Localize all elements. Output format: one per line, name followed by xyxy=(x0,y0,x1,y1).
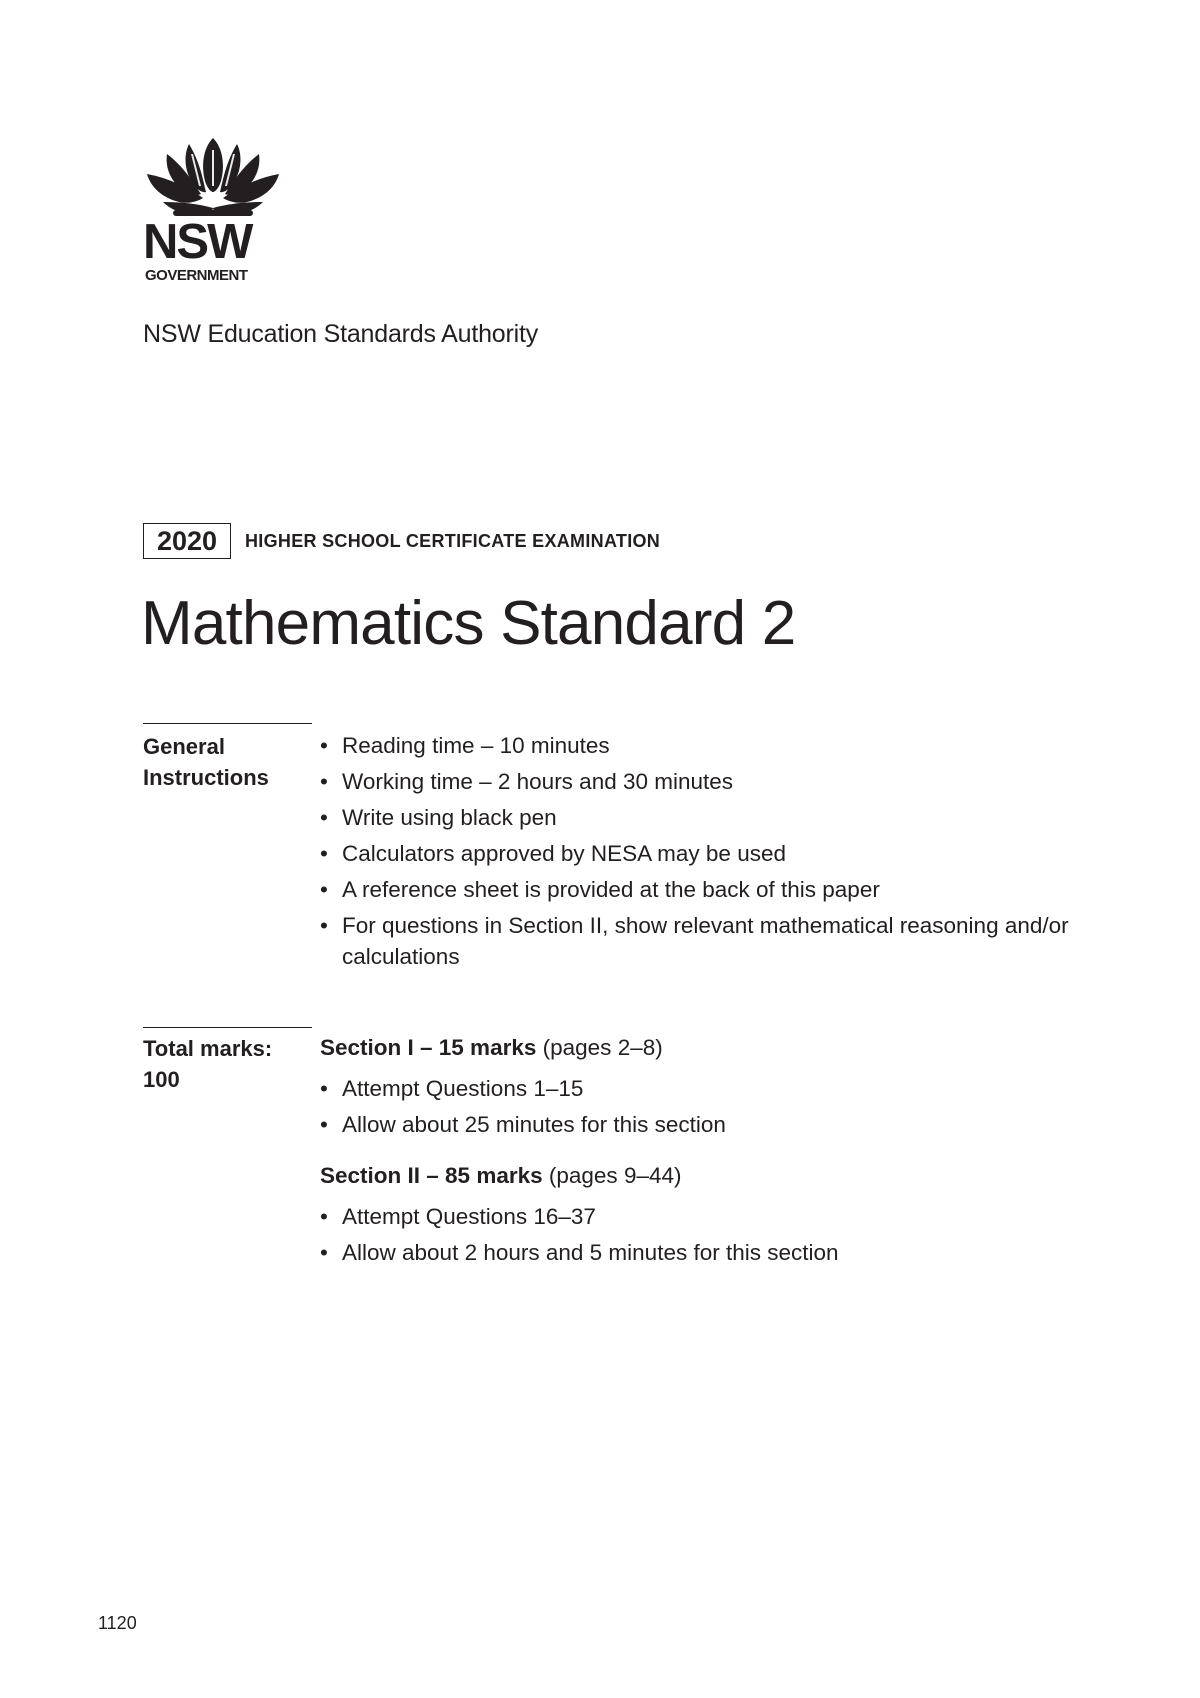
section-heading xyxy=(320,1032,1080,1063)
bullet-icon: • xyxy=(320,1112,328,1137)
section-pages: (pages 2–8) xyxy=(542,1035,663,1060)
bullet-icon: • xyxy=(320,1204,328,1229)
bullet-icon: • xyxy=(320,1240,328,1265)
instruction-text: Write using black pen xyxy=(342,805,557,830)
section-divider xyxy=(143,1027,312,1028)
section-item xyxy=(320,1109,1080,1140)
instruction-text: Calculators approved by NESA may be used xyxy=(342,841,786,866)
bullet-icon: • xyxy=(320,769,328,794)
logo-nsw-text: NSW xyxy=(143,215,252,269)
instruction-text: Working time – 2 hours and 30 minutes xyxy=(342,769,734,794)
instruction-text: For questions in Section II, show relevant mathematical reasoning and/or calculations xyxy=(342,913,1069,969)
section-item xyxy=(320,1201,1080,1232)
bullet-icon: • xyxy=(320,877,328,902)
section-divider xyxy=(143,723,312,724)
bullet-icon: • xyxy=(320,841,328,866)
section-item-text: Attempt Questions 16–37 xyxy=(342,1204,596,1229)
instruction-item xyxy=(320,730,1080,761)
instruction-text: Reading time – 10 minutes xyxy=(342,733,610,758)
section-heading xyxy=(320,1160,1080,1191)
subject-title: Mathematics Standard 2 xyxy=(141,589,796,658)
exam-name: HIGHER SCHOOL CERTIFICATE EXAMINATION xyxy=(245,530,661,551)
section-item xyxy=(320,1073,1080,1104)
instruction-item xyxy=(320,802,1080,833)
exam-section xyxy=(320,1032,1080,1140)
section-item-text: Allow about 2 hours and 5 minutes for this section xyxy=(342,1240,839,1265)
section-item-text: Allow about 25 minutes for this section xyxy=(342,1112,726,1137)
instruction-item xyxy=(320,874,1080,905)
exam-header xyxy=(143,522,660,560)
instruction-item xyxy=(320,766,1080,797)
bullet-icon: • xyxy=(320,913,328,938)
bullet-icon: • xyxy=(320,805,328,830)
instruction-item xyxy=(320,910,1080,972)
paper-code: 1120 xyxy=(98,1613,137,1633)
section-title: Section I – 15 marks xyxy=(320,1035,537,1060)
bullet-icon: • xyxy=(320,733,328,758)
instruction-item xyxy=(320,838,1080,869)
bullet-icon: • xyxy=(320,1076,328,1101)
total-marks-label: Total marks: 100 xyxy=(143,1036,273,1092)
section-item xyxy=(320,1237,1080,1268)
section-title: Section II – 85 marks xyxy=(320,1163,543,1188)
general-instructions-list xyxy=(320,730,1080,977)
logo-government-text: GOVERNMENT xyxy=(145,267,248,284)
sections-block xyxy=(320,1032,1080,1273)
exam-section xyxy=(320,1160,1080,1268)
instruction-text: A reference sheet is provided at the back of this paper xyxy=(342,877,880,902)
authority-name: NSW Education Standards Authority xyxy=(143,320,538,348)
exam-year: 2020 xyxy=(143,523,231,559)
section-pages: (pages 9–44) xyxy=(548,1163,682,1188)
section-item-text: Attempt Questions 1–15 xyxy=(342,1076,584,1101)
general-instructions-label: General Instructions xyxy=(143,734,269,790)
nsw-government-logo xyxy=(143,136,283,286)
